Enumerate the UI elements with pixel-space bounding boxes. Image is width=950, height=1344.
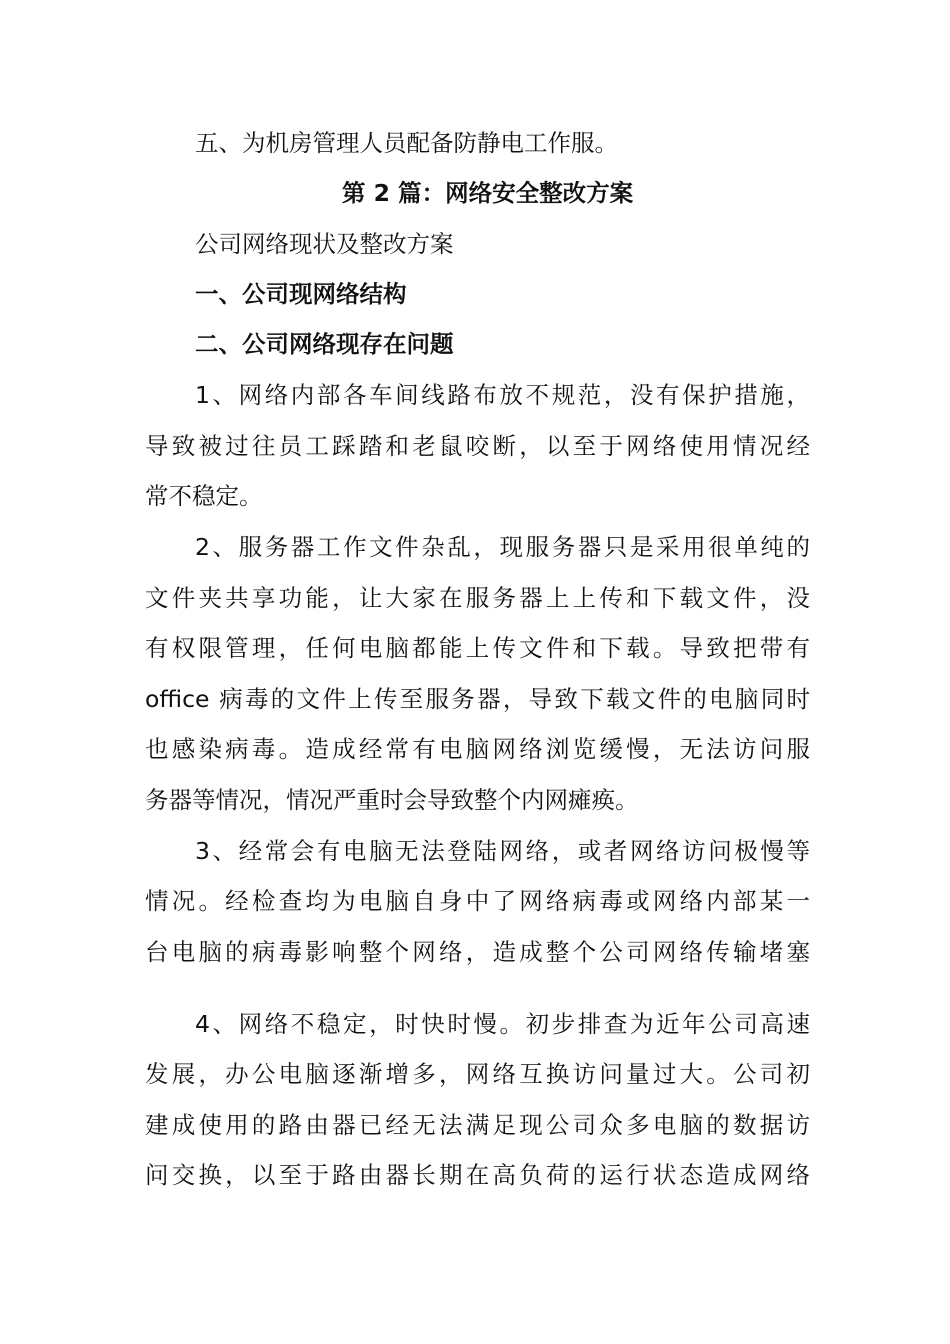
paragraph-4-line-1: 4、网络不稳定，时快时慢。初步排查为近年公司高速 — [195, 1010, 810, 1038]
paragraph-1-line-3: 常不稳定。 — [145, 482, 263, 510]
paragraph-2-line-6: 务器等情况，情况严重时会导致整个内网瘫痪。 — [145, 786, 639, 814]
paragraph-3-line-3: 台电脑的病毒影响整个网络，造成整个公司网络传输堵塞 — [145, 938, 810, 966]
paragraph-2-line-5: 也感染病毒。造成经常有电脑网络浏览缓慢，无法访问服 — [145, 735, 810, 763]
paragraph-3-line-2: 情况。经检查均为电脑自身中了网络病毒或网络内部某一 — [145, 887, 810, 915]
intro-item-5: 五、为机房管理人员配备防静电工作服。 — [195, 129, 618, 157]
paragraph-4-line-4: 问交换，以至于路由器长期在高负荷的运行状态造成网络 — [145, 1161, 810, 1189]
paragraph-2-line-4: office 病毒的文件上传至服务器，导致下载文件的电脑同时 — [145, 685, 810, 713]
paragraph-2-line-1: 2、服务器工作文件杂乱，现服务器只是采用很单纯的 — [195, 533, 810, 561]
section-heading-2: 二、公司网络现存在问题 — [195, 330, 454, 358]
paragraph-1-line-2: 导致被过往员工踩踏和老鼠咬断，以至于网络使用情况经 — [145, 432, 810, 460]
document-title: 第 2 篇：网络安全整改方案 — [341, 179, 634, 207]
paragraph-2-line-3: 有权限管理，任何电脑都能上传文件和下载。导致把带有 — [145, 634, 810, 662]
section-heading-1: 一、公司现网络结构 — [195, 280, 407, 308]
paragraph-2-line-2: 文件夹共享功能，让大家在服务器上上传和下载文件，没 — [145, 584, 810, 612]
paragraph-4-line-2: 发展，办公电脑逐渐增多，网络互换访问量过大。公司初 — [145, 1060, 810, 1088]
paragraph-3-line-1: 3、经常会有电脑无法登陆网络，或者网络访问极慢等 — [195, 837, 810, 865]
paragraph-4-line-3: 建成使用的路由器已经无法满足现公司众多电脑的数据访 — [145, 1111, 810, 1139]
paragraph-1-line-1: 1、网络内部各车间线路布放不规范，没有保护措施， — [195, 381, 810, 409]
document-subtitle: 公司网络现状及整改方案 — [195, 230, 454, 258]
